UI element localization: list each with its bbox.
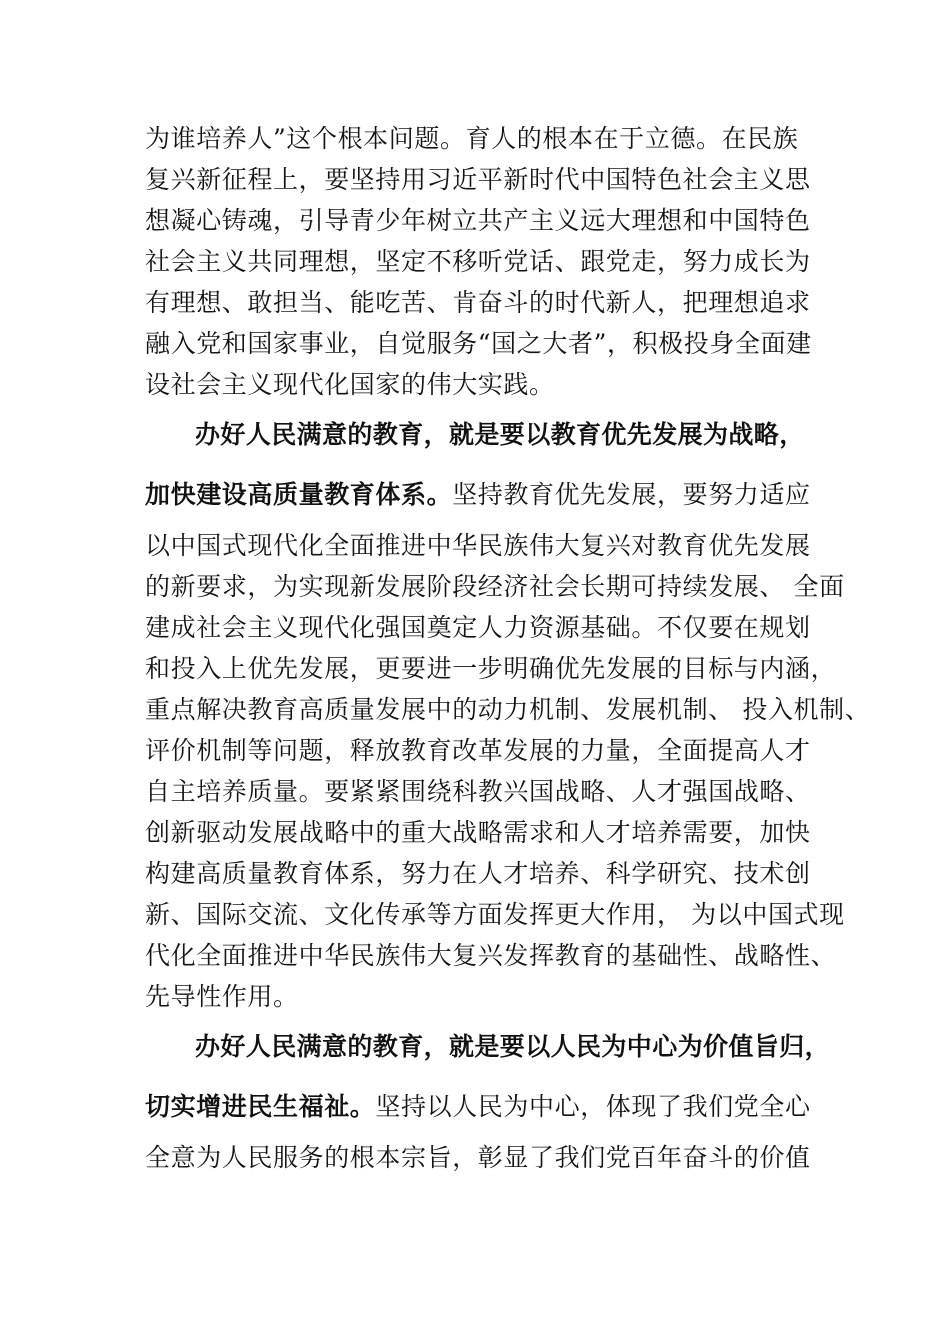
paragraph-2-line: 评价机制等问题，释放教育改革发展的力量，全面提高人才 (145, 736, 811, 765)
paragraph-1-line: 设社会主义现代化国家的伟大实践。 (145, 370, 555, 399)
paragraph-3-heading-tail: 切实增进民生福祉。 (145, 1092, 376, 1121)
paragraph-1-line: 想凝心铸魂，引导青少年树立共产主义远大理想和中国特色 (145, 206, 811, 235)
paragraph-3-heading: 办好人民满意的教育，就是要以人民为中心为价值旨归， (195, 1032, 831, 1061)
paragraph-2-line: 自主培养质量。要紧紧围绕科教兴国战略、人才强国战略、 (145, 777, 811, 806)
paragraph-3-line: 全意为人民服务的根本宗旨，彰显了我们党百年奋斗的价值 (145, 1143, 811, 1172)
paragraph-1-line: 有理想、敢担当、能吃苦、肯奋斗的时代新人，把理想追求 (145, 288, 811, 317)
paragraph-2-line: 创新驱动发展战略中的重大战略需求和人才培养需要，加快 (145, 818, 811, 847)
paragraph-3-first-line (145, 1077, 825, 1137)
paragraph-2-heading: 办好人民满意的教育，就是要以教育优先发展为战略， (195, 420, 805, 449)
paragraph-1-line: 为谁培养人”这个根本问题。育人的根本在于立德。在民族 (145, 124, 799, 153)
paragraph-2-line: 以中国式现代化全面推进中华民族伟大复兴对教育优先发展 (145, 531, 811, 560)
paragraph-2-line: 先导性作用。 (145, 982, 299, 1011)
paragraph-2-line: 新、国际交流、文化传承等方面发挥更大作用， 为以中国式现 (145, 900, 845, 929)
paragraph-2-heading-tail: 加快建设高质量教育体系。 (145, 480, 453, 509)
paragraph-2-line: 和投入上优先发展，更要进一步明确优先发展的目标与内涵， (145, 654, 837, 683)
paragraph-2-first-line (145, 465, 825, 525)
paragraph-3-first-line-rest: 坚持以人民为中心，体现了我们党全心 (375, 1092, 811, 1121)
paragraph-2-line: 重点解决教育高质量发展中的动力机制、发展机制、 投入机制、 (145, 695, 871, 724)
paragraph-2-line: 代化全面推进中华民族伟大复兴发挥教育的基础性、战略性、 (145, 941, 837, 970)
paragraph-1-line: 社会主义共同理想，坚定不移听党话、跟党走，努力成长为 (145, 247, 811, 276)
paragraph-2-line: 的新要求，为实现新发展阶段经济社会长期可持续发展、 全面 (145, 572, 845, 601)
paragraph-2-first-line-rest: 坚持教育优先发展，要努力适应 (452, 480, 811, 509)
paragraph-2-line: 构建高质量教育体系，努力在人才培养、科学研究、技术创 (145, 859, 811, 888)
paragraph-2-line: 建成社会主义现代化强国奠定人力资源基础。不仅要在规划 (145, 613, 811, 642)
paragraph-1-line: 融入党和国家事业，自觉服务“国之大者”，积极投身全面建 (145, 329, 812, 358)
document-body (145, 118, 871, 1178)
paragraph-1-line: 复兴新征程上，要坚持用习近平新时代中国特色社会主义思 (145, 165, 811, 194)
